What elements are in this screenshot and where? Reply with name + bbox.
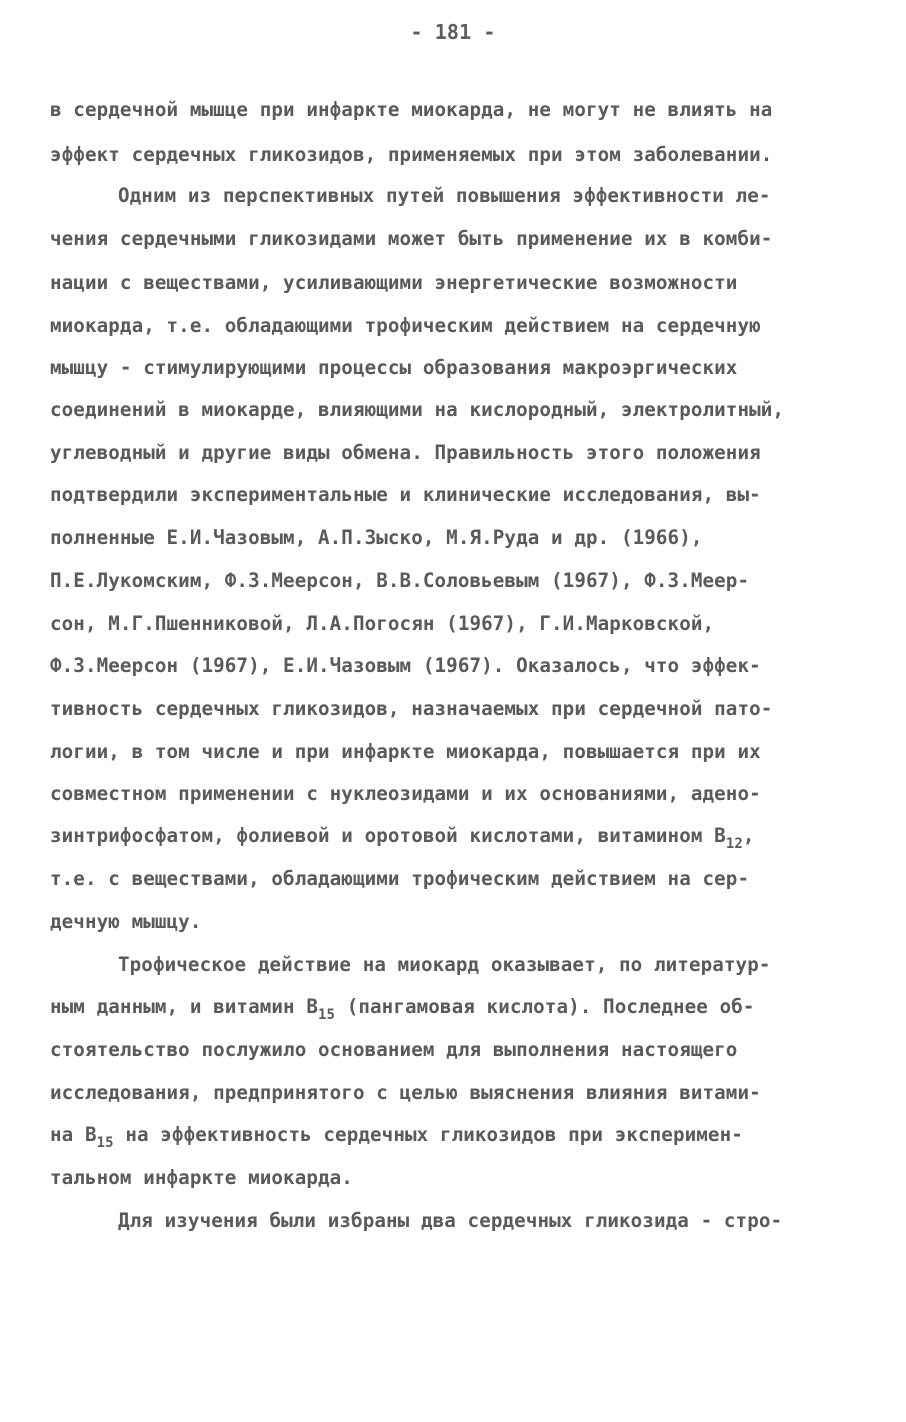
text-segment: (пангамовая кислота). Последнее об- <box>335 995 755 1018</box>
text-line: дечную мышцу. <box>50 910 202 933</box>
text-line: Трофическое действие на миокард оказывает, по литератур- <box>118 953 771 976</box>
text-line: логии, в том числе и при инфаркте миокарда, повышается при их <box>50 740 761 763</box>
text-segment: , <box>742 824 755 847</box>
text-line: подтвердили экспериментальные и клинические исследования, вы- <box>50 483 761 506</box>
text-line: совместном применении с нуклеозидами и их основаниями, адено- <box>50 782 761 805</box>
text-line: чения сердечными гликозидами может быть применение их в комби- <box>50 227 773 250</box>
text-line: углеводный и другие виды обмена. Правильность этого положения <box>50 441 761 464</box>
text-line: П.Е.Лукомским, Ф.З.Меерсон, В.В.Соловьевым (1967), Ф.З.Меер- <box>50 569 750 592</box>
text-line: исследования, предпринятого с целью выяснения влияния витами- <box>50 1081 761 1104</box>
text-line <box>50 824 755 852</box>
text-line <box>50 995 755 1023</box>
text-line: стоятельство послужило основанием для выполнения настоящего <box>50 1038 738 1061</box>
text-line: Ф.З.Меерсон (1967), Е.И.Чазовым (1967). Оказалось, что эффек- <box>50 654 761 677</box>
text-line: миокарда, т.е. обладающими трофическим действием на сердечную <box>50 314 761 337</box>
text-segment: на B <box>50 1123 97 1146</box>
text-segment: ным данным, и витамин B <box>50 995 318 1018</box>
text-line: мышцу - стимулирующими процессы образования макроэргических <box>50 356 738 379</box>
text-segment: на эффективность сердечных гликозидов при эксперимен- <box>113 1123 743 1146</box>
text-line: эффект сердечных гликозидов, применяемых при этом заболевании. <box>50 143 773 166</box>
subscript: 15 <box>96 1135 114 1151</box>
page-number: - 181 - <box>410 20 496 44</box>
subscript: 12 <box>725 836 743 852</box>
text-line: Одним из перспективных путей повышения эффективности ле- <box>118 184 771 207</box>
text-line: полненные Е.И.Чазовым, А.П.Зыско, М.Я.Руда и др. (1966), <box>50 526 703 549</box>
text-line: нации с веществами, усиливающими энергетические возможности <box>50 271 738 294</box>
text-line: тальном инфаркте миокарда. <box>50 1166 353 1189</box>
text-line <box>50 1123 743 1151</box>
text-line: в сердечной мышце при инфаркте миокарда, не могут не влиять на <box>50 98 773 121</box>
text-line: тивность сердечных гликозидов, назначаемых при сердечной пато- <box>50 697 773 720</box>
text-segment: зинтрифосфатом, фолиевой и оротовой кислотами, витамином B <box>50 824 726 847</box>
text-line: т.е. с веществами, обладающими трофическим действием на сер- <box>50 867 750 890</box>
text-line: сон, М.Г.Пшенниковой, Л.А.Погосян (1967), Г.И.Марковской, <box>50 612 715 635</box>
text-line: Для изучения были избраны два сердечных гликозида - стро- <box>118 1209 783 1232</box>
text-line: соединений в миокарде, влияющими на кислородный, электролитный, <box>50 398 785 421</box>
subscript: 15 <box>318 1007 336 1023</box>
